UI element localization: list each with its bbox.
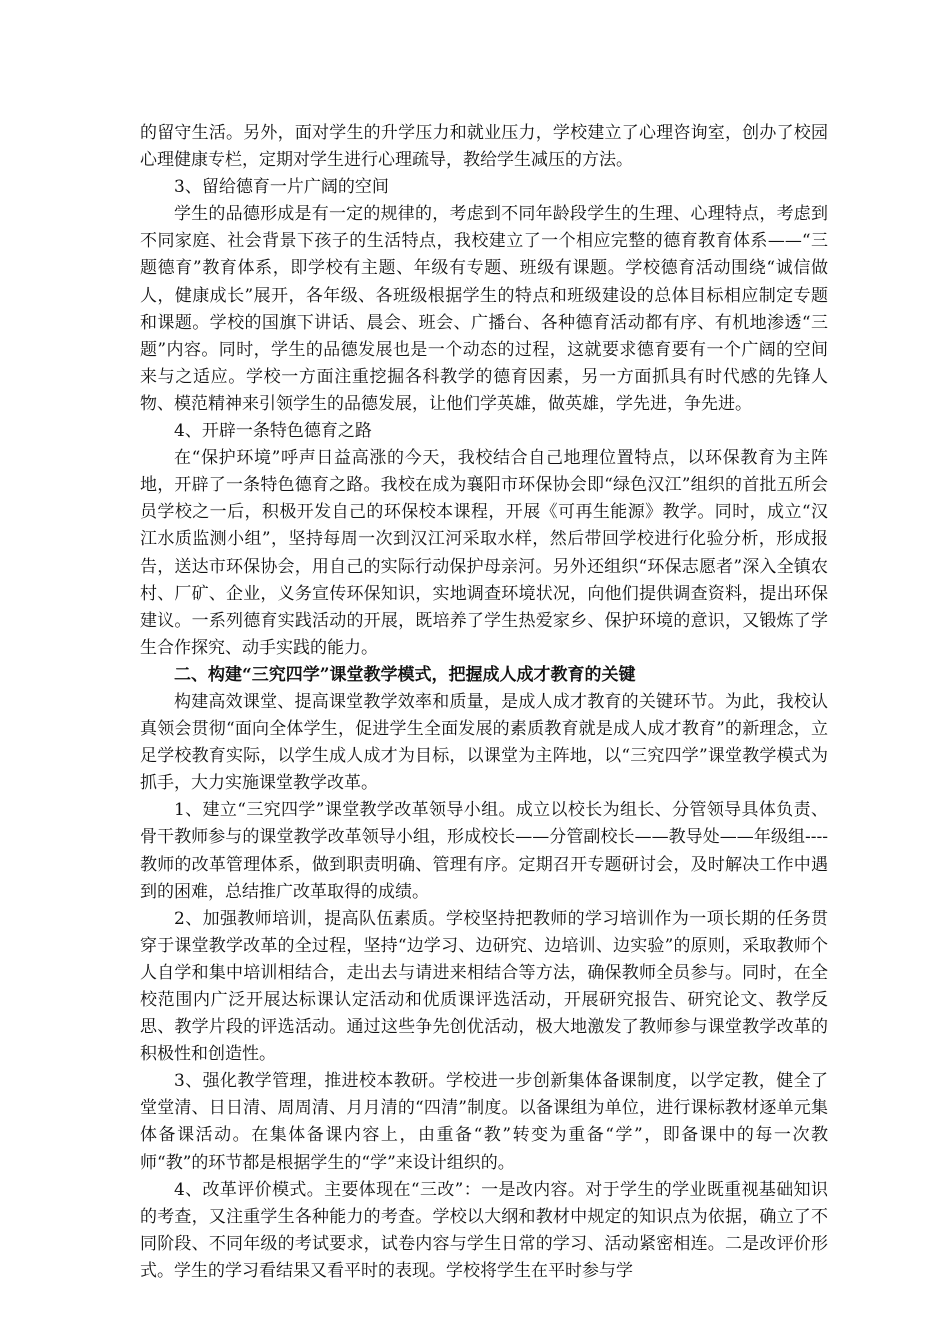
paragraph-7: 1、建立“三究四学”课堂教学改革领导小组。成立以校长为组长、分管领导具体负责、骨干教师参与的课堂教学改革领导小组，形成校长——分管副校长——教导处——年级组----教师的改革管理体系，做到职责明确、管理有序。定期召开专题研讨会，及时解决工作中遇到的困难，总结推广改革取得的成绩。 <box>140 800 828 902</box>
paragraph-9: 3、强化教学管理，推进校本教研。学校进一步创新集体备课制度，以学定教，健全了堂堂清、日日清、周周清、月月清的“四清”制度。以备课组为单位，进行课标教材逐单元集体备课活动。在集体备课内容上，由重备“教”转变为重备“学”，即备课中的每一次教师“教”的环节都是根据学生的“学”来设计组织的。 <box>140 1071 828 1173</box>
paragraph-4: 在“保护环境”呼声日益高涨的今天，我校结合自己地理位置特点，以环保教育为主阵地，开辟了一条特色德育之路。我校在成为襄阳市环保协会即“绿色汉江”组织的首批五所会员学校之一后，积极开发自己的环保校本课程，开展《可再生能源》教学。同时，成立“汉江水质监测小组”，坚持每周一次到汉江河采取水样，然后带回学校进行化验分析，形成报告，送达市环保协会，用自己的实际行动保护母亲河。另外还组织“环保志愿者”深入全镇农村、厂矿、企业，义务宣传环保知识，实地调查环境状况，向他们提供调查资料，提出环保建议。一系列德育实践活动的开展，既培养了学生热爱家乡、保护环境的意识，又锻炼了学生合作探究、动手实践的能力。 <box>140 448 828 658</box>
paragraph-8: 2、加强教师培训，提高队伍素质。学校坚持把教师的学习培训作为一项长期的任务贯穿于课堂教学改革的全过程，坚持“边学习、边研究、边培训、边实验”的原则，采取教师个人自学和集中培训相结合，走出去与请进来相结合等方法，确保教师全员参与。同时，在全校范围内广泛开展达标课认定活动和优质课评选活动，开展研究报告、研究论文、教学反思、教学片段的评选活动。通过这些争先创优活动，极大地激发了教师参与课堂教学改革的积极性和创造性。 <box>140 908 828 1065</box>
section-heading: 二、构建“三究四学”课堂教学模式，把握成人成才教育的关键 <box>174 664 636 685</box>
paragraph-1: 3、留给德育一片广阔的空间 <box>174 177 389 198</box>
paragraph-6: 构建高效课堂、提高课堂教学效率和质量，是成人成才教育的关键环节。为此，我校认真领会贯彻“面向全体学生，促进学生全面发展的素质教育就是成人成才教育”的新理念，立足学校教育实际，以学生成人成才为目标，以课堂为主阵地，以“三究四学”课堂教学模式为抓手，大力实施课堂教学改革。 <box>140 691 828 794</box>
paragraph-2: 学生的品德形成是有一定的规律的，考虑到不同年龄段学生的生理、心理特点，考虑到不同家庭、社会背景下孩子的生活特点，我校建立了一个相应完整的德育教育体系——“三题德育”教育体系，即学校有主题、年级有专题、班级有课题。学校德育活动围绕“诚信做人，健康成长”展开，各年级、各班级根据学生的特点和班级建设的总体目标相应制定专题和课题。学校的国旗下讲话、晨会、班会、广播台、各种德育活动都有序、有机地渗透“三题”内容。同时，学生的品德发展也是一个动态的过程，这就要求德育要有一个广阔的空间来与之适应。学校一方面注重挖掘各科教学的德育因素，另一方面抓具有时代感的先锋人物、模范精神来引领学生的品德发展，让他们学英雄，做英雄，学先进，争先进。 <box>140 204 828 414</box>
document-page <box>140 120 828 1285</box>
paragraph-3: 4、开辟一条特色德育之路 <box>174 421 372 442</box>
paragraph-10: 4、改革评价模式。主要体现在“三改”：一是改内容。对于学生的学业既重视基础知识的考查，又注重学生各种能力的考查。学校以大纲和教材中规定的知识点为依据，确立了不同阶段、不同年级的考试要求，试卷内容与学生日常的学习、活动紧密相连。二是改评价形式。学生的学习看结果又看平时的表现。学校将学生在平时参与学 <box>140 1179 828 1281</box>
paragraph-0: 的留守生活。另外，面对学生的升学压力和就业压力，学校建立了心理咨询室，创办了校园心理健康专栏，定期对学生进行心理疏导，教给学生减压的方法。 <box>140 123 828 171</box>
